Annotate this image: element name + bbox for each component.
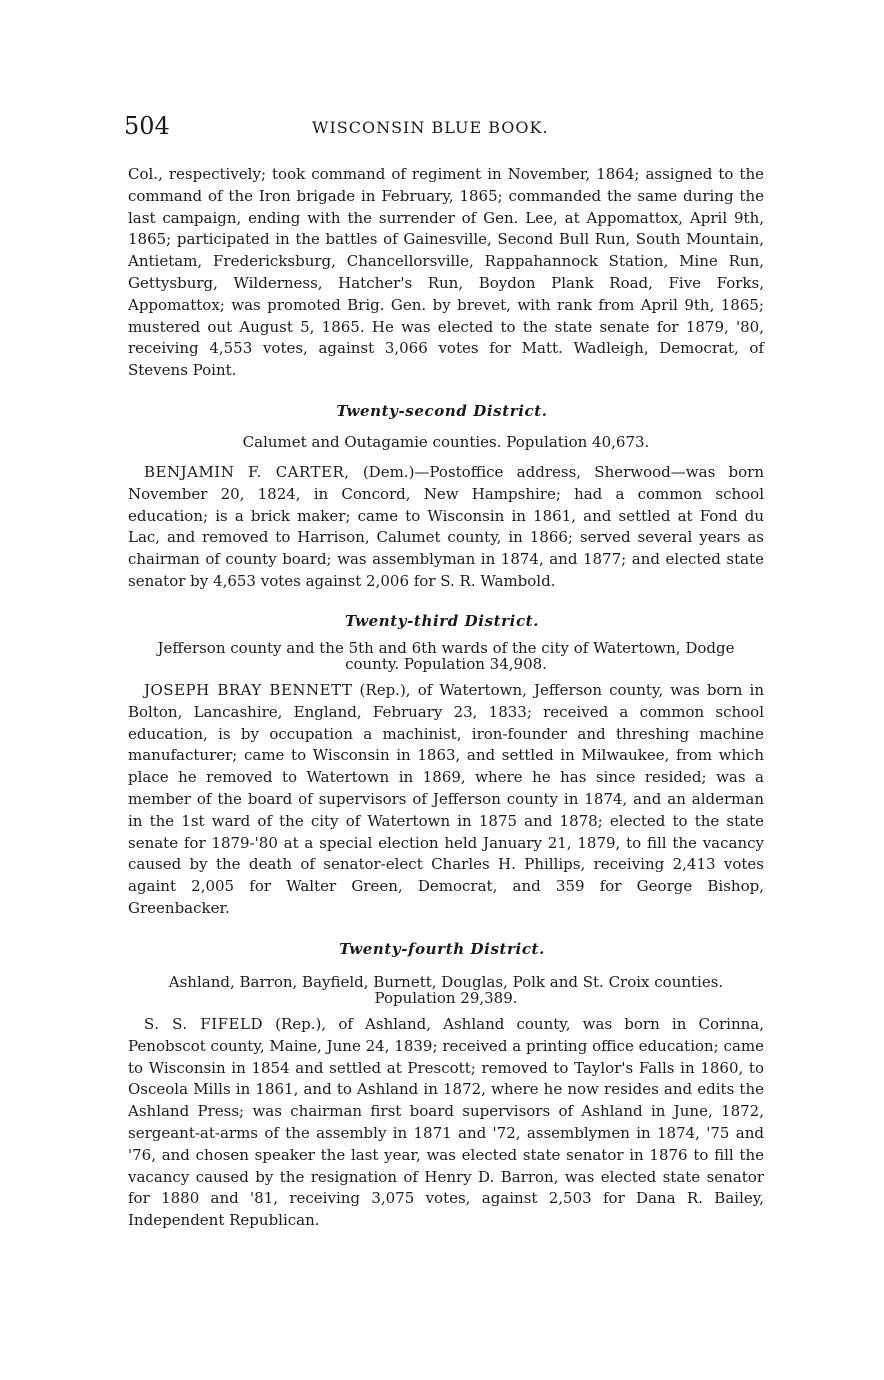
district-heading-22: Twenty-second District. xyxy=(336,402,548,420)
district-heading-24: Twenty-fourth District. xyxy=(339,940,545,958)
district-counties-23-line2: county. Population 34,908. xyxy=(345,655,547,673)
intro-paragraph: Col., respectively; took command of regiment in November, 1864; assigned to the command of the Iron brigade in February, 1865; commanded the same during the last campaign, ending with the surrender of Gen. Lee, at Appomattox, April 9th, 1865; participated in the battles of Gainesville, Second Bull Run, South Mountain, Antietam, Fredericksburg, Chancellorsville, Rappahannock Station, Mine Run, Gettysburg, Wilderness, Hatcher's Run, Boydon Plank Road, Five Forks, Appomattox; was promoted Brig. Gen. by brevet, with rank from April 9th, 1865; mustered out August 5, 1865. He was elected to the state senate for 1879, '80, receiving 4,553 votes, against 3,066 votes for Matt. Wadleigh, Democrat, of Stevens Point. xyxy=(128,165,764,380)
district-counties-24-line2: Population 29,389. xyxy=(374,989,518,1007)
senator-name-24: S. S. FIFELD xyxy=(144,1015,263,1033)
senator-biography-24 xyxy=(128,1014,764,1232)
district-counties-23-line1: Jefferson county and the 5th and 6th wards of the city of Watertown, Dodge xyxy=(157,639,735,657)
senator-bio-text-24: (Rep.), of Ashland, Ashland county, was born in Corinna, Penobscot county, Maine, June 24, 1839; received a printing office education; came to Wisconsin in 1854 and settled at Prescott; removed to Taylor's Falls in 1860, to Osceola Mills in 1861, and to Ashland in 1872, where he now resides and edits the Ashland Press; was chairman first board supervisors of Ashland in June, 1872, sergeant-at-arms of the assembly in 1871 and '72, assemblymen in 1874, '75 and '76, and chosen speaker the last year, was elected state senator in 1876 to fill the vacancy caused by the resignation of Henry D. Barron, was elected state senator for 1880 and '81, receiving 3,075 votes, against 2,503 for Dana R. Bailey, Independent Republican. xyxy=(128,1015,765,1230)
district-counties-22: Calumet and Outagamie counties. Population 40,673. xyxy=(242,433,650,451)
senator-entry-23 xyxy=(128,680,764,920)
senator-entry-22 xyxy=(128,462,764,593)
page-header xyxy=(124,112,764,148)
running-title: WISCONSIN BLUE BOOK. xyxy=(312,118,549,137)
page-number: 504 xyxy=(124,112,170,140)
district-counties-24-line1: Ashland, Barron, Bayfield, Burnett, Douglas, Polk and St. Croix counties. xyxy=(168,973,724,991)
senator-bio-text-22: (Dem.)—Postoffice address, Sherwood—was born November 20, 1824, in Concord, New Hampshire; had a common school education; is a brick maker; came to Wisconsin in 1861, and settled at Fond du Lac, and removed to Harrison, Calumet county, in 1866; served several years as chairman of county board; was assemblyman in 1874, and 1877; and elected state senator by 4,653 votes against 2,006 for S. R. Wambold. xyxy=(128,463,764,590)
senator-biography-23 xyxy=(128,680,764,920)
district-heading-23: Twenty-third District. xyxy=(344,612,540,630)
district-counties-23 xyxy=(128,640,764,672)
senator-biography-22 xyxy=(128,462,764,593)
senator-entry-24 xyxy=(128,1014,764,1232)
district-counties-24 xyxy=(128,974,764,1006)
intro-paragraph-block xyxy=(128,164,764,382)
senator-name-22: BENJAMIN F. CARTER, xyxy=(144,463,350,481)
senator-bio-text-23: (Rep.), of Watertown, Jefferson county, was born in Bolton, Lancashire, England, February 23, 1833; received a common school education, is by occupation a machinist, iron-founder and threshing machine manufacturer; came to Wisconsin in 1863, and settled in Milwaukee, from which place he removed to Watertown in 1869, where he has since resided; was a member of the board of supervisors of Jefferson county in 1874, and an alderman in the 1st ward of the city of Watertown in 1875 and 1878; elected to the state senate for 1879-'80 at a special election held January 21, 1879, to fill the vacancy caused by the death of senator-elect Charles H. Phillips, receiving 2,413 votes againt 2,005 for Walter Green, Democrat, and 359 for George Bishop, Greenbacker. xyxy=(128,681,764,917)
senator-name-23: JOSEPH BRAY BENNETT xyxy=(144,681,353,699)
